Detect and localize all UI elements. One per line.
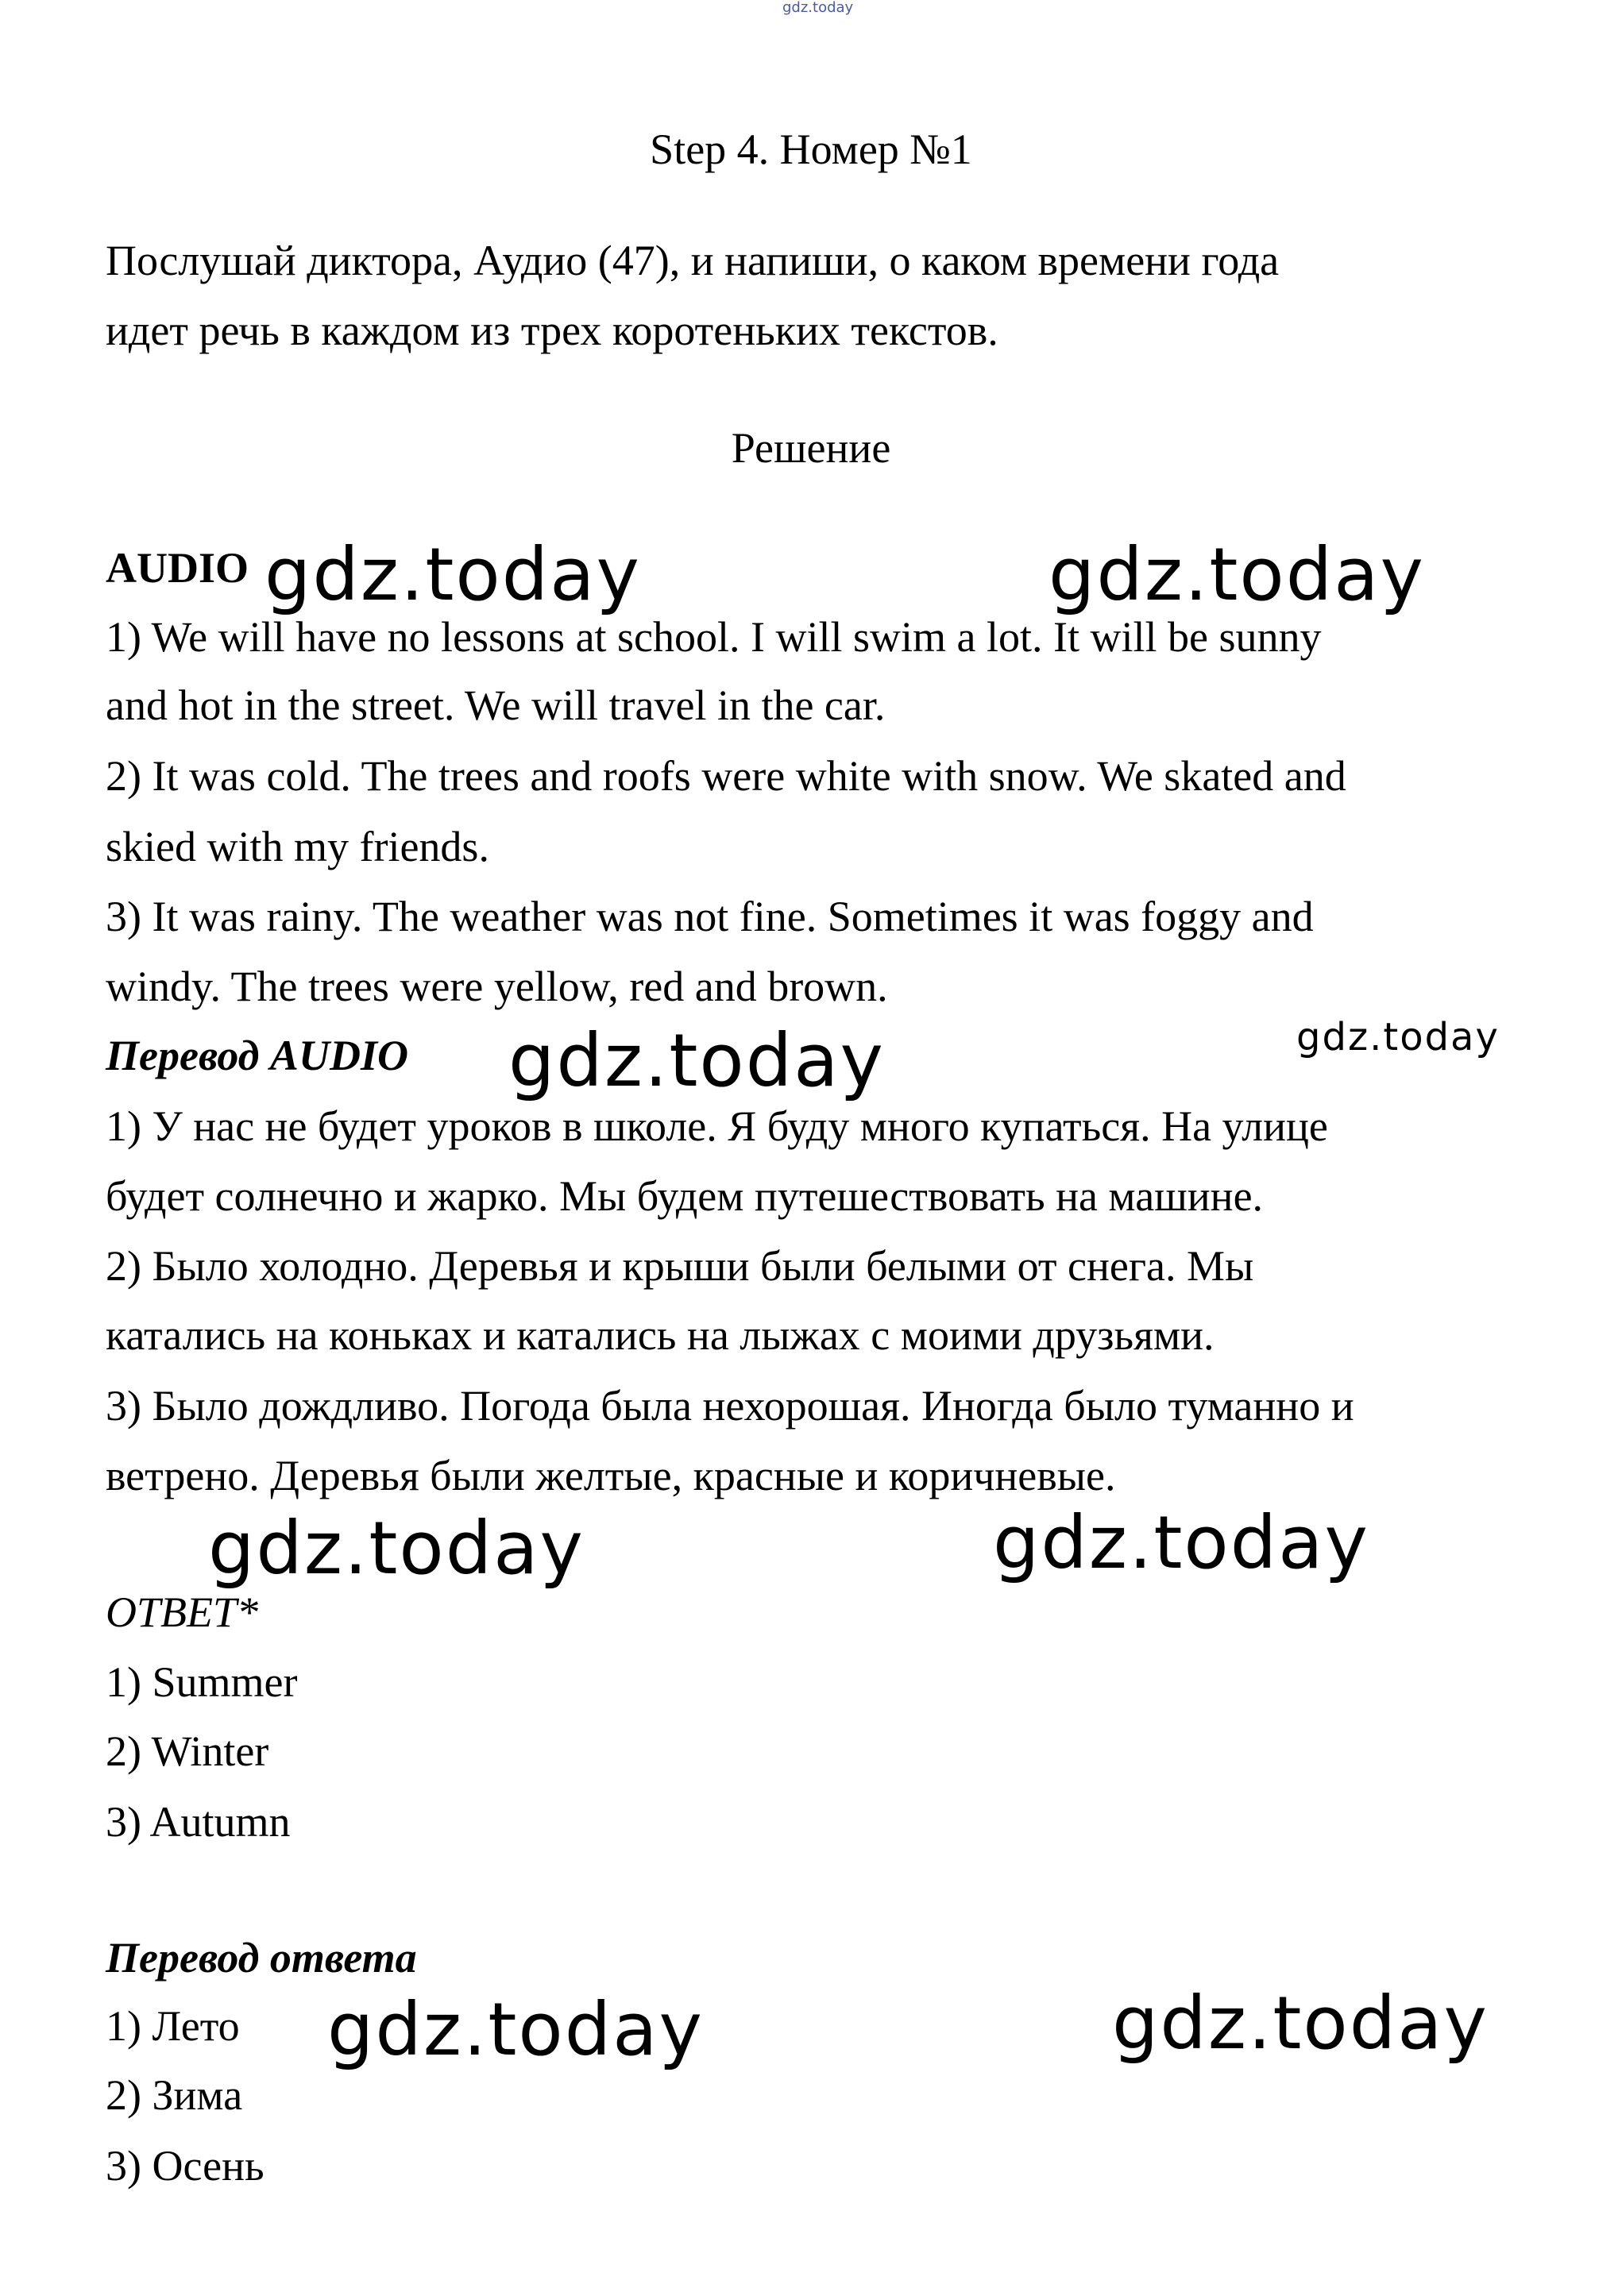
translation-line: ветрено. Деревья были желтые, красные и коричневые.	[106, 1452, 1116, 1499]
answer-line: 3) Autumn	[106, 1798, 291, 1846]
watermark: gdz.today	[1112, 1981, 1489, 2066]
translation-line: катались на коньках и катались на лыжах с моими друзьями.	[106, 1311, 1215, 1359]
audio-heading: AUDIO	[106, 544, 249, 592]
translation-line: 1) У нас не будет уроков в школе. Я буду много купаться. На улице	[106, 1102, 1328, 1150]
watermark: gdz.today	[1049, 532, 1425, 617]
watermark: gdz.today	[1296, 1015, 1500, 1059]
page-title: Step 4. Номер №1	[650, 125, 972, 173]
answer-line: 2) Winter	[106, 1727, 269, 1775]
answer-translation-line: 1) Лето	[106, 2002, 240, 2050]
answer-line: 1) Summer	[106, 1658, 298, 1706]
watermark: gdz.today	[508, 1018, 885, 1103]
top-watermark: gdz.today	[782, 0, 854, 16]
translation-line: 3) Было дождливо. Погода была нехорошая. Иногда было туманно и	[106, 1382, 1354, 1430]
solution-heading: Решение	[731, 424, 891, 472]
answer-translation-line: 3) Осень	[106, 2142, 265, 2190]
watermark: gdz.today	[265, 532, 641, 617]
audio-line: 2) It was cold. The trees and roofs were white with snow. We skated and	[106, 752, 1346, 800]
translation-line: будет солнечно и жарко. Мы будем путешествовать на машине.	[106, 1172, 1264, 1220]
answer-heading: ОТВЕТ*	[106, 1588, 259, 1636]
task-line-1: Послушай диктора, Аудио (47), и напиши, о каком времени года	[106, 237, 1280, 284]
answer-translation-line: 2) Зима	[106, 2071, 243, 2119]
answer-translation-heading: Перевод ответа	[106, 1934, 417, 1982]
translation-line: 2) Было холодно. Деревья и крыши были белыми от снега. Мы	[106, 1242, 1254, 1290]
audio-line: 3) It was rainy. The weather was not fine. Sometimes it was foggy and	[106, 893, 1314, 940]
watermark: gdz.today	[993, 1500, 1369, 1585]
audio-line: 1) We will have no lessons at school. I will swim a lot. It will be sunny	[106, 613, 1322, 661]
watermark: gdz.today	[327, 1987, 704, 2072]
audio-line: windy. The trees were yellow, red and brown.	[106, 963, 888, 1010]
audio-line: skied with my friends.	[106, 823, 489, 870]
watermark: gdz.today	[208, 1506, 585, 1591]
translation-heading: Перевод AUDIO	[106, 1032, 408, 1079]
task-line-2: идет речь в каждом из трех коротеньких текстов.	[106, 307, 998, 354]
audio-line: and hot in the street. We will travel in the car.	[106, 681, 886, 729]
